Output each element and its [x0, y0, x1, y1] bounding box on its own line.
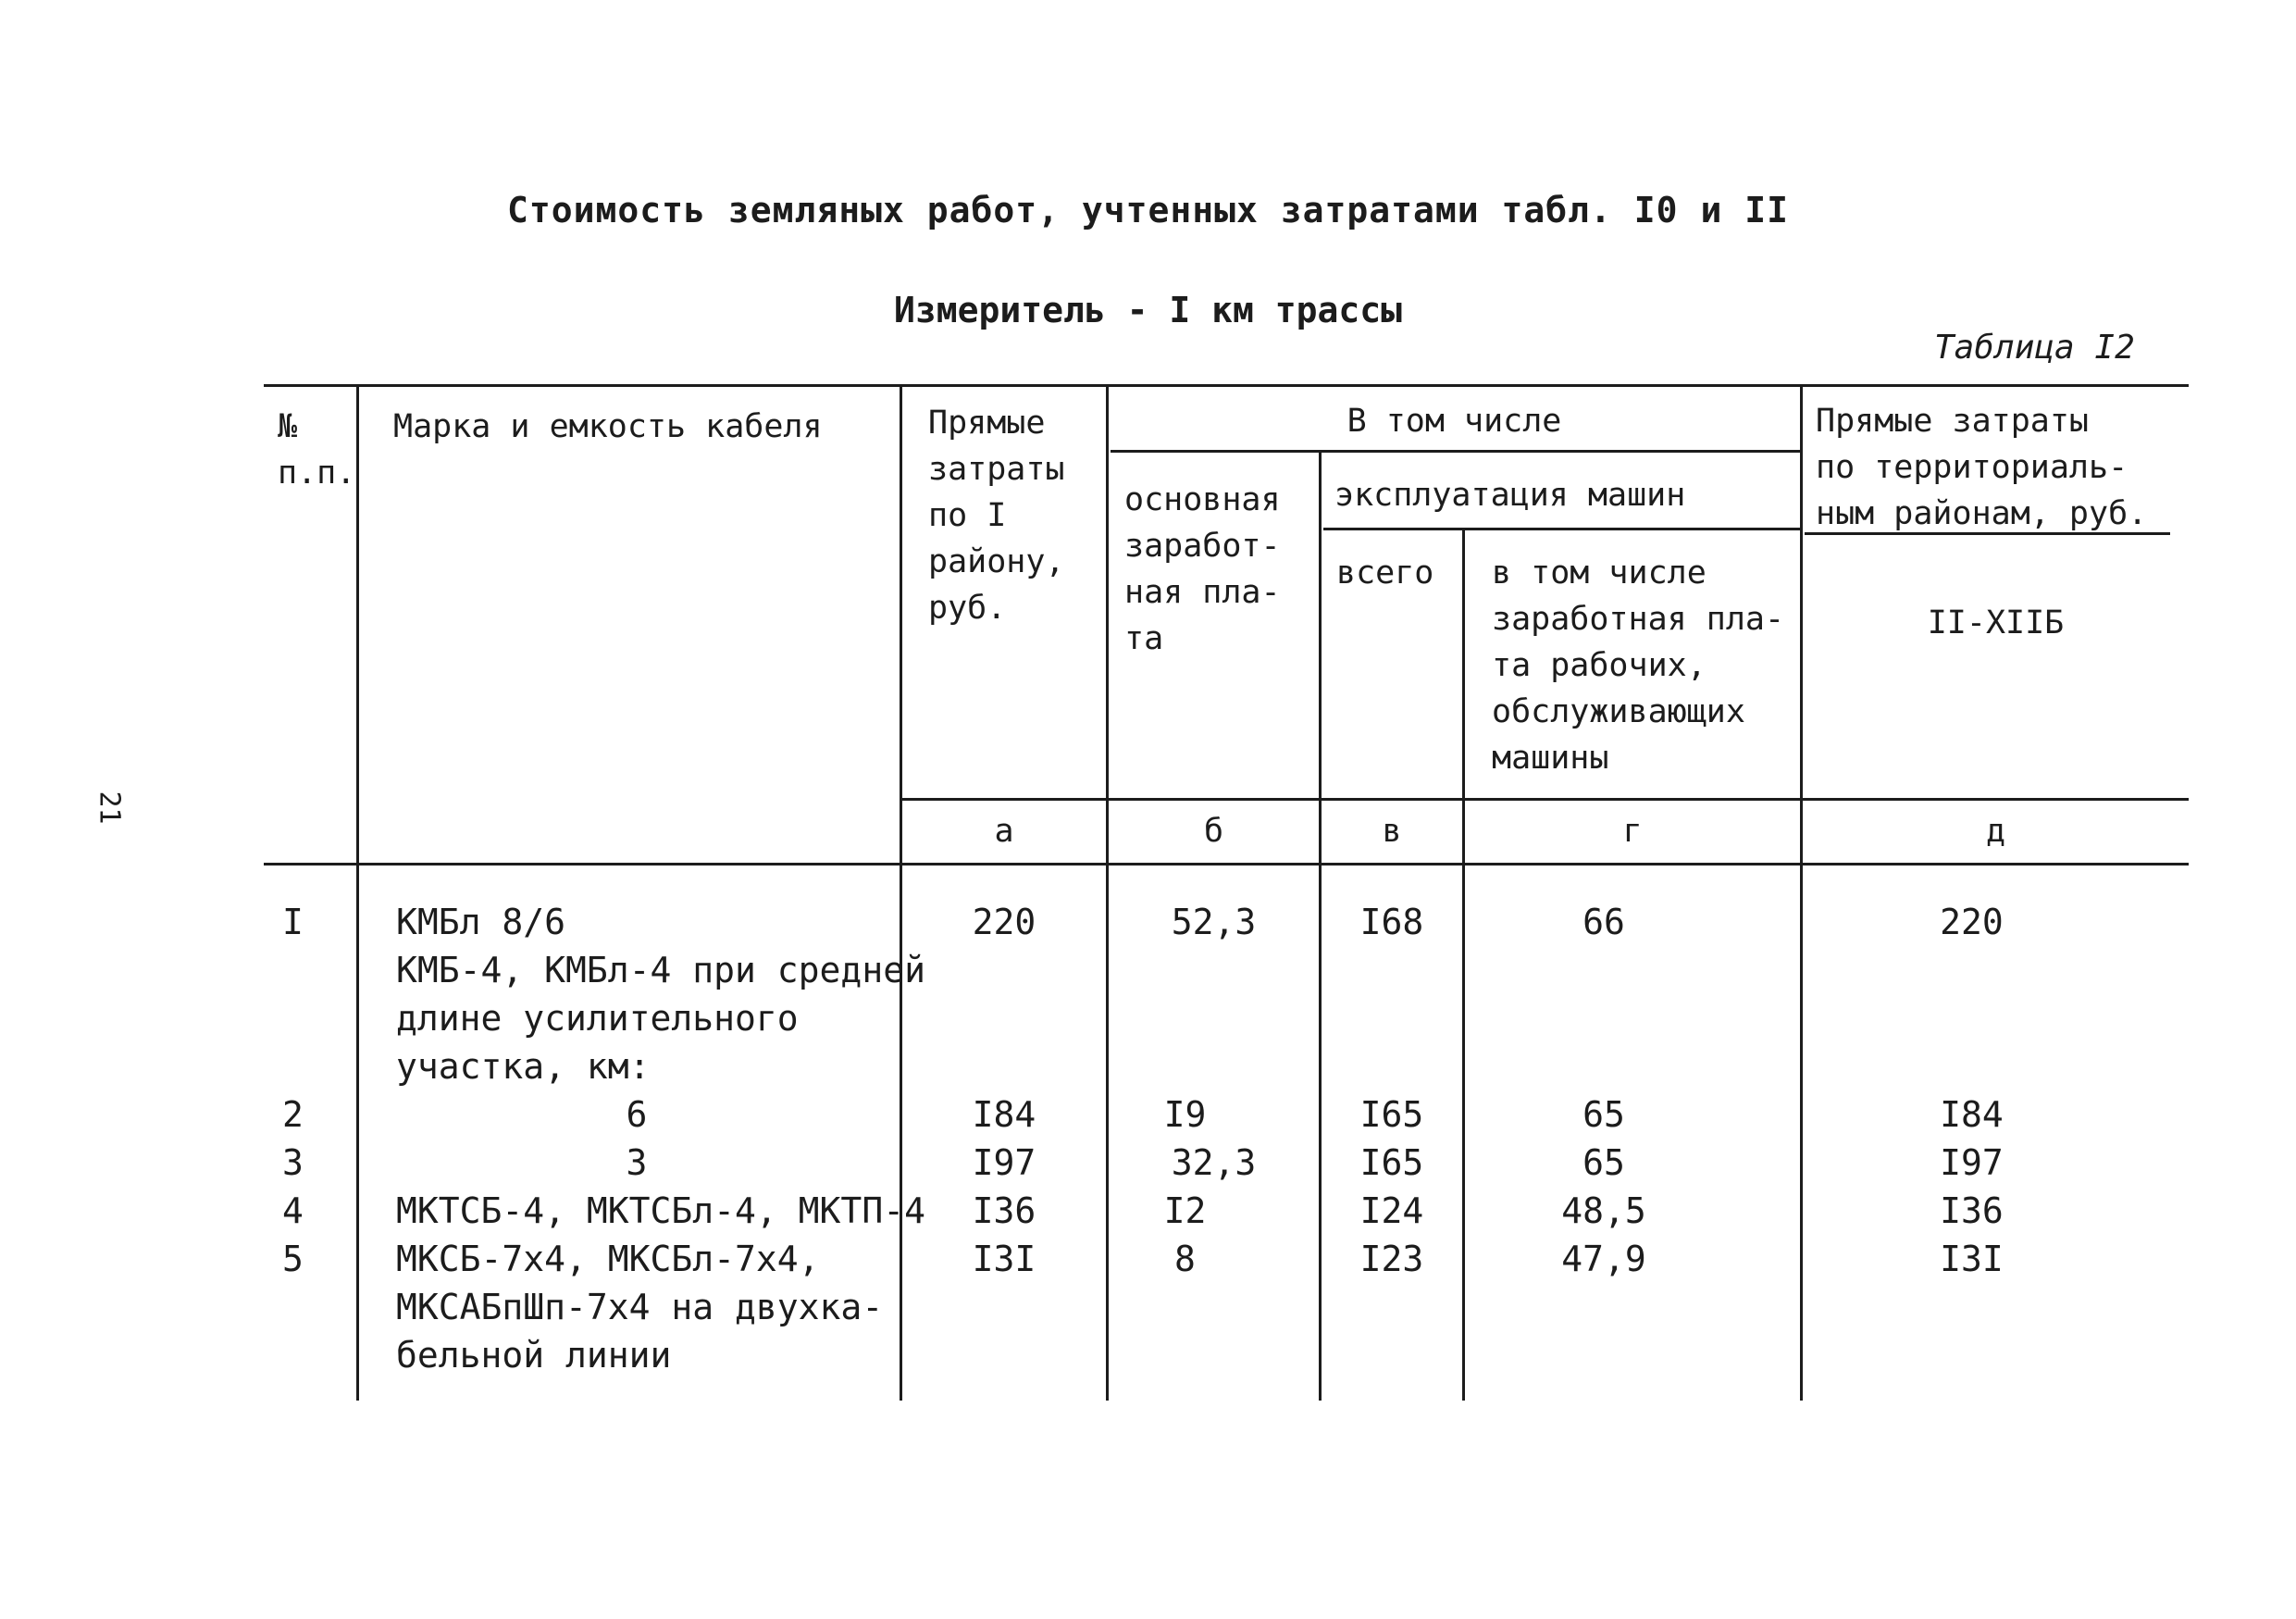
header-territorial-sub: II-XIIБ — [1927, 604, 2065, 641]
header-brand: Марка и емкость кабеля — [393, 408, 823, 445]
header-including: В том числе — [1347, 403, 1562, 440]
row-5-a: I3I — [972, 1239, 1036, 1279]
row-2-v: I65 — [1359, 1094, 1424, 1135]
letter-a: а — [994, 813, 1014, 850]
including-underline — [1111, 450, 1800, 453]
letter-d: д — [1985, 813, 2006, 850]
row-3-g: 65 — [1582, 1142, 1625, 1183]
table-label: Таблица I2 — [1934, 329, 2135, 367]
row-3-b: 32,3 — [1171, 1142, 1257, 1183]
row-2-g: 65 — [1582, 1094, 1625, 1135]
row-3-num: 3 — [282, 1142, 304, 1183]
row-2-brand: 6 — [626, 1094, 648, 1135]
row-4-brand: МКТСБ-4, МКТСБл-4, МКТП-4 — [396, 1190, 925, 1231]
col-sep-1 — [356, 387, 359, 1401]
row-1-num: I — [282, 902, 304, 942]
row-1-v: I68 — [1359, 902, 1424, 942]
row-5-d: I3I — [1940, 1239, 2004, 1279]
row-4-v: I24 — [1359, 1190, 1424, 1231]
row-3-d: I97 — [1940, 1142, 2004, 1183]
letter-b: б — [1203, 813, 1224, 850]
header-territorial: Прямые затраты по территориаль- ным районам, руб. — [1816, 403, 2148, 532]
row-4-num: 4 — [282, 1190, 304, 1231]
row-5-brand: МКСБ-7х4, МКСБл-7х4, МКСАБпШп-7х4 на двухка- бельной линии — [396, 1239, 884, 1376]
document-subtitle: Измеритель - I км трассы — [893, 290, 1403, 330]
table-top-rule — [264, 384, 2189, 387]
header-machine-ops: эксплуатация машин — [1334, 477, 1686, 514]
row-1-d: 220 — [1940, 902, 2004, 942]
row-2-a: I84 — [972, 1094, 1036, 1135]
header-bottom-rule — [264, 863, 2189, 866]
row-3-v: I65 — [1359, 1142, 1424, 1183]
row-5-num: 5 — [282, 1239, 304, 1279]
row-2-num: 2 — [282, 1094, 304, 1135]
letter-g: г — [1622, 813, 1643, 850]
row-5-v: I23 — [1359, 1239, 1424, 1279]
header-direct-costs: Прямые затраты по I району, руб. — [928, 405, 1065, 627]
document-title: Стоимость земляных работ, учтенных затратами табл. I0 и II — [507, 190, 1789, 230]
header-num: № п.п. — [278, 408, 356, 492]
row-1-a: 220 — [972, 902, 1036, 942]
row-2-b: I9 — [1163, 1094, 1207, 1135]
row-2-d: I84 — [1940, 1094, 2004, 1135]
row-1-brand: КМБл 8/6 КМБ-4, КМБл-4 при средней длине усилительного участка, км: — [396, 902, 925, 1087]
row-3-a: I97 — [972, 1142, 1036, 1183]
machine-ops-underline — [1323, 528, 1800, 530]
letters-top-rule — [902, 798, 2189, 801]
row-4-a: I36 — [972, 1190, 1036, 1231]
header-base-salary: основная заработ- ная пла- та — [1124, 481, 1281, 657]
row-3-brand: 3 — [626, 1142, 648, 1183]
row-1-g: 66 — [1582, 902, 1625, 942]
row-4-d: I36 — [1940, 1190, 2004, 1231]
row-5-b: 8 — [1174, 1239, 1196, 1279]
header-total: всего — [1336, 554, 1434, 592]
row-4-g: 48,5 — [1561, 1190, 1646, 1231]
row-1-b: 52,3 — [1171, 902, 1257, 942]
row-4-b: I2 — [1163, 1190, 1207, 1231]
page-number: 21 — [93, 791, 126, 825]
letter-v: в — [1382, 813, 1402, 850]
header-including-salary: в том числе заработная пла- та рабочих, обслуживающих машины — [1492, 554, 1785, 777]
row-5-g: 47,9 — [1561, 1239, 1646, 1279]
